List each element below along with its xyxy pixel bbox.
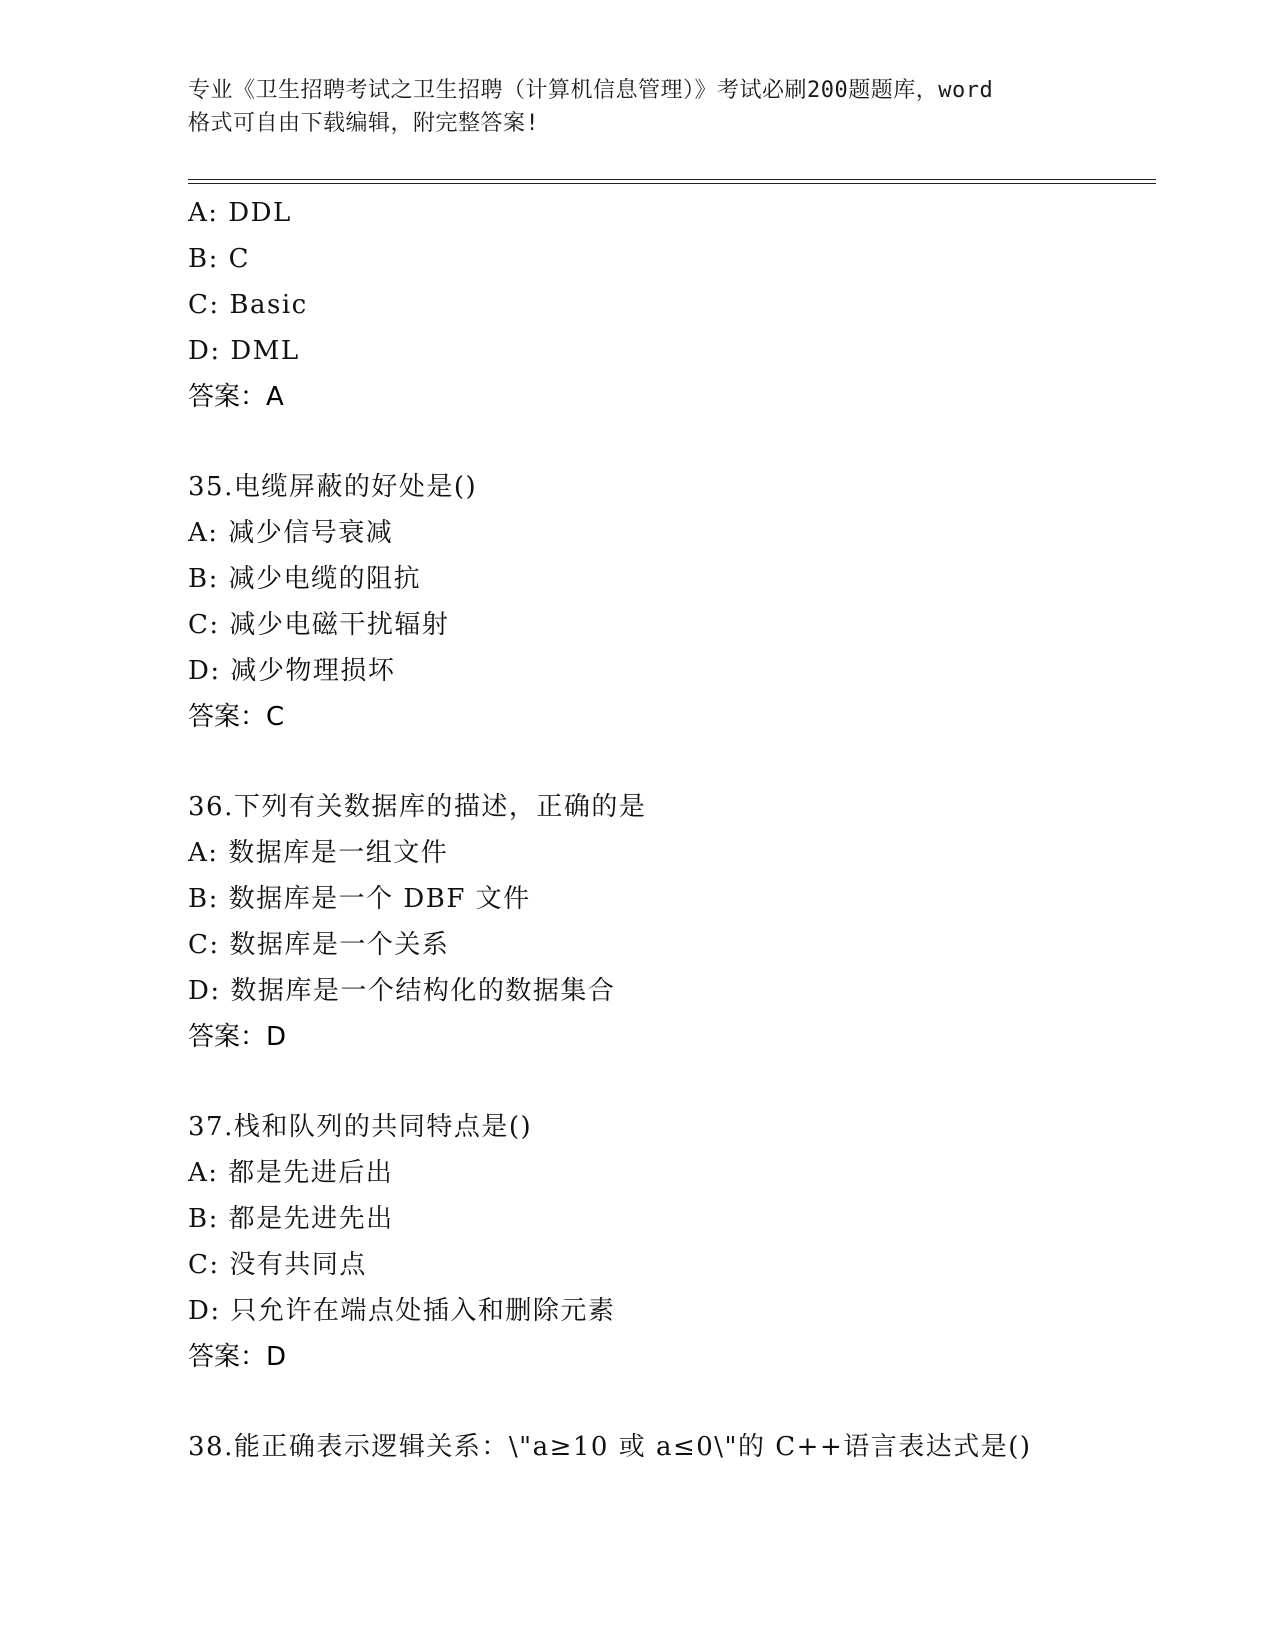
option-c: C: Basic <box>188 290 308 320</box>
option-d: D: DML <box>188 336 300 366</box>
question-38 <box>188 1424 1148 1470</box>
question-37 <box>188 1104 1148 1380</box>
option-d: D: 减少物理损坏 <box>188 656 396 686</box>
question-title: 35.电缆屏蔽的好处是() <box>188 472 478 502</box>
question-36 <box>188 784 1148 1060</box>
option-c: C: 没有共同点 <box>188 1250 367 1280</box>
answer: 答案：A <box>188 382 284 412</box>
header-line-1: 专业《卫生招聘考试之卫生招聘（计算机信息管理）》考试必刷200题题库，word <box>188 78 994 103</box>
question-34-continued <box>188 190 1148 420</box>
question-title: 37.栈和队列的共同特点是() <box>188 1112 533 1142</box>
question-title: 38.能正确表示逻辑关系：\"a≥10 或 a≤0\"的 C++语言表达式是() <box>188 1432 1032 1462</box>
option-d: D: 数据库是一个结构化的数据集合 <box>188 976 616 1006</box>
option-a: A: DDL <box>188 198 292 228</box>
question-title: 36.下列有关数据库的描述，正确的是 <box>188 792 647 822</box>
option-a: A: 数据库是一组文件 <box>188 838 449 868</box>
option-c: C: 减少电磁干扰辐射 <box>188 610 450 640</box>
option-a: A: 减少信号衰减 <box>188 518 394 548</box>
question-35 <box>188 464 1148 740</box>
answer: 答案：C <box>188 702 285 732</box>
answer: 答案：D <box>188 1022 287 1052</box>
option-b: B: C <box>188 244 251 274</box>
option-b: B: 都是先进先出 <box>188 1204 394 1234</box>
option-b: B: 减少电缆的阻抗 <box>188 564 422 594</box>
option-d: D: 只允许在端点处插入和删除元素 <box>188 1296 616 1326</box>
document-header <box>188 74 1088 140</box>
option-a: A: 都是先进后出 <box>188 1158 394 1188</box>
header-divider-bottom <box>188 183 1156 184</box>
header-divider-top <box>188 179 1156 180</box>
option-b: B: 数据库是一个 DBF 文件 <box>188 884 531 914</box>
option-c: C: 数据库是一个关系 <box>188 930 450 960</box>
header-line-2: 格式可自由下载编辑，附完整答案! <box>188 111 540 136</box>
answer: 答案：D <box>188 1342 287 1372</box>
question-list <box>188 190 1148 1470</box>
